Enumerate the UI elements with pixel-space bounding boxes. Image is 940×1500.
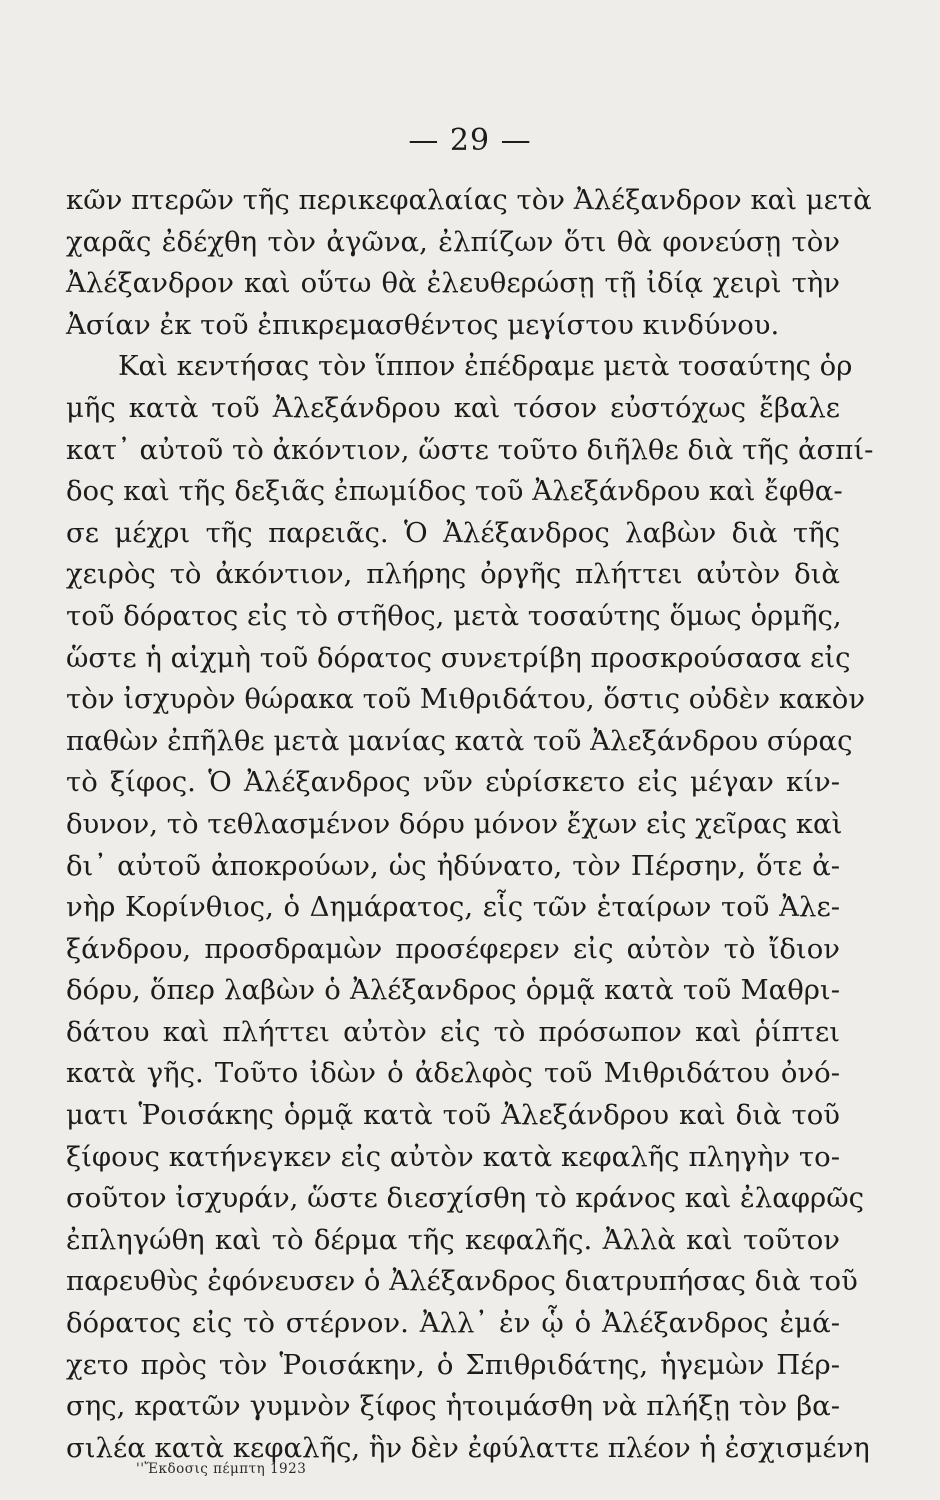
text-line: δι᾽ αὐτοῦ ἀποκρούων, ὡς ἠδύνατο, τὸν Πέρσην, ὅτε ἀ- — [66, 849, 840, 882]
text-line: ξάνδρου, προσδραμὼν προσέφερεν εἰς αὐτὸν τὸ ἴδιον — [66, 932, 840, 965]
text-line: δόρατος εἰς τὸ στέρνον. Ἀλλ᾽ ἐν ᾧ ὁ Ἀλέξανδρος ἐμά- — [66, 1307, 840, 1340]
text-line: σης, κρατῶν γυμνὸν ξίφος ἡτοιμάσθη νὰ πλήξῃ τὸν βα- — [66, 1390, 840, 1423]
text-line: παθὼν ἐπῆλθε μετὰ μανίας κατὰ τοῦ Ἀλεξάνδρου σύρας — [66, 724, 853, 757]
text-line: χετο πρὸς τὸν Ῥοισάκην, ὁ Σπιθριδάτης, ἡγεμὼν Πέρ- — [66, 1348, 840, 1381]
text-line: Ἀσίαν ἐκ τοῦ ἐπικρεμασθέντος μεγίστου κινδύνου. — [66, 308, 780, 341]
text-line: χαρᾶς ἐδέχθη τὸν ἀγῶνα, ἐλπίζων ὅτι θὰ φονεύσῃ τὸν — [66, 225, 840, 258]
text-line: ξίφους κατήνεγκεν εἰς αὐτὸν κατὰ κεφαλῆς πληγὴν το- — [66, 1140, 840, 1173]
text-line: ματι Ῥοισάκης ὁρμᾷ κατὰ τοῦ Ἀλεξάνδρου καὶ διὰ τοῦ — [66, 1099, 840, 1132]
text-line: Ἀλέξανδρον καὶ οὕτω θὰ ἐλευθερώσῃ τῇ ἰδίᾳ χειρὶ τὴν — [66, 267, 840, 300]
text-line: κῶν πτερῶν τῆς περικεφαλαίας τὸν Ἀλέξανδρον καὶ μετὰ — [66, 184, 872, 216]
text-line: δόρυ, ὅπερ λαβὼν ὁ Ἀλέξανδρος ὁρμᾷ κατὰ τοῦ Μαθρι- — [66, 974, 840, 1007]
edition-note: ''Ἔκδοσις πέμπτη 1923 — [136, 1461, 307, 1477]
text-line: τοῦ δόρατος εἰς τὸ στῆθος, μετὰ τοσαύτης ὅμως ὁρμῆς, — [66, 599, 842, 632]
text-line: σιλέα κατὰ κεφαλῆς, ἣν δὲν ἐφύλαττε πλέον ἡ ἐσχισμένη — [66, 1431, 870, 1464]
text-line: δάτου καὶ πλήττει αὐτὸν εἰς τὸ πρόσωπον καὶ ῥίπτει — [66, 1015, 840, 1048]
text-line: τὸ ξίφος. Ὁ Ἀλέξανδρος νῦν εὑρίσκετο εἰς μέγαν κίν- — [66, 766, 840, 799]
page-number: — 29 — — [408, 123, 532, 158]
text-line: τὸν ἰσχυρὸν θώρακα τοῦ Μιθριδάτου, ὅστις οὐδὲν κακὸν — [66, 683, 866, 716]
text-line: κατὰ γῆς. Τοῦτο ἰδὼν ὁ ἀδελφὸς τοῦ Μιθριδάτου ὀνό- — [66, 1057, 840, 1090]
text-line: σοῦτον ἰσχυράν, ὥστε διεσχίσθη τὸ κράνος καὶ ἐλαφρῶς — [66, 1182, 865, 1215]
text-line: ἐπληγώθη καὶ τὸ δέρμα τῆς κεφαλῆς. Ἀλλὰ καὶ τοῦτον — [66, 1223, 840, 1256]
text-line: χειρὸς τὸ ἀκόντιον, πλήρης ὀργῆς πλήττει αὐτὸν διὰ — [66, 558, 840, 591]
text-line: παρευθὺς ἐφόνευσεν ὁ Ἀλέξανδρος διατρυπήσας διὰ τοῦ — [66, 1265, 858, 1298]
text-line: ὥστε ἡ αἰχμὴ τοῦ δόρατος συνετρίβη προσκρούσασα εἰς — [66, 641, 851, 674]
text-line: κατ᾽ αὐτοῦ τὸ ἀκόντιον, ὥστε τοῦτο διῆλθε διὰ τῆς ἀσπί- — [66, 433, 874, 466]
paragraph-start-line: Καὶ κεντήσας τὸν ἵππον ἐπέδραμε μετὰ τοσαύτης ὁρ — [118, 350, 853, 383]
text-line: σε μέχρι τῆς παρειᾶς. Ὁ Ἀλέξανδρος λαβὼν διὰ τῆς — [66, 516, 840, 549]
text-line: δος καὶ τῆς δεξιᾶς ἐπωμίδος τοῦ Ἀλεξάνδρου καὶ ἔφθα- — [66, 475, 843, 508]
body-text — [66, 180, 874, 1469]
text-line: μῆς κατὰ τοῦ Ἀλεξάνδρου καὶ τόσον εὐστόχως ἔβαλε — [66, 391, 840, 424]
text-line: δυνον, τὸ τεθλασμένον δόρυ μόνον ἔχων εἰς χεῖρας καὶ — [66, 807, 843, 840]
text-line: νὴρ Κορίνθιος, ὁ Δημάρατος, εἷς τῶν ἑταίρων τοῦ Ἀλε- — [66, 891, 840, 924]
